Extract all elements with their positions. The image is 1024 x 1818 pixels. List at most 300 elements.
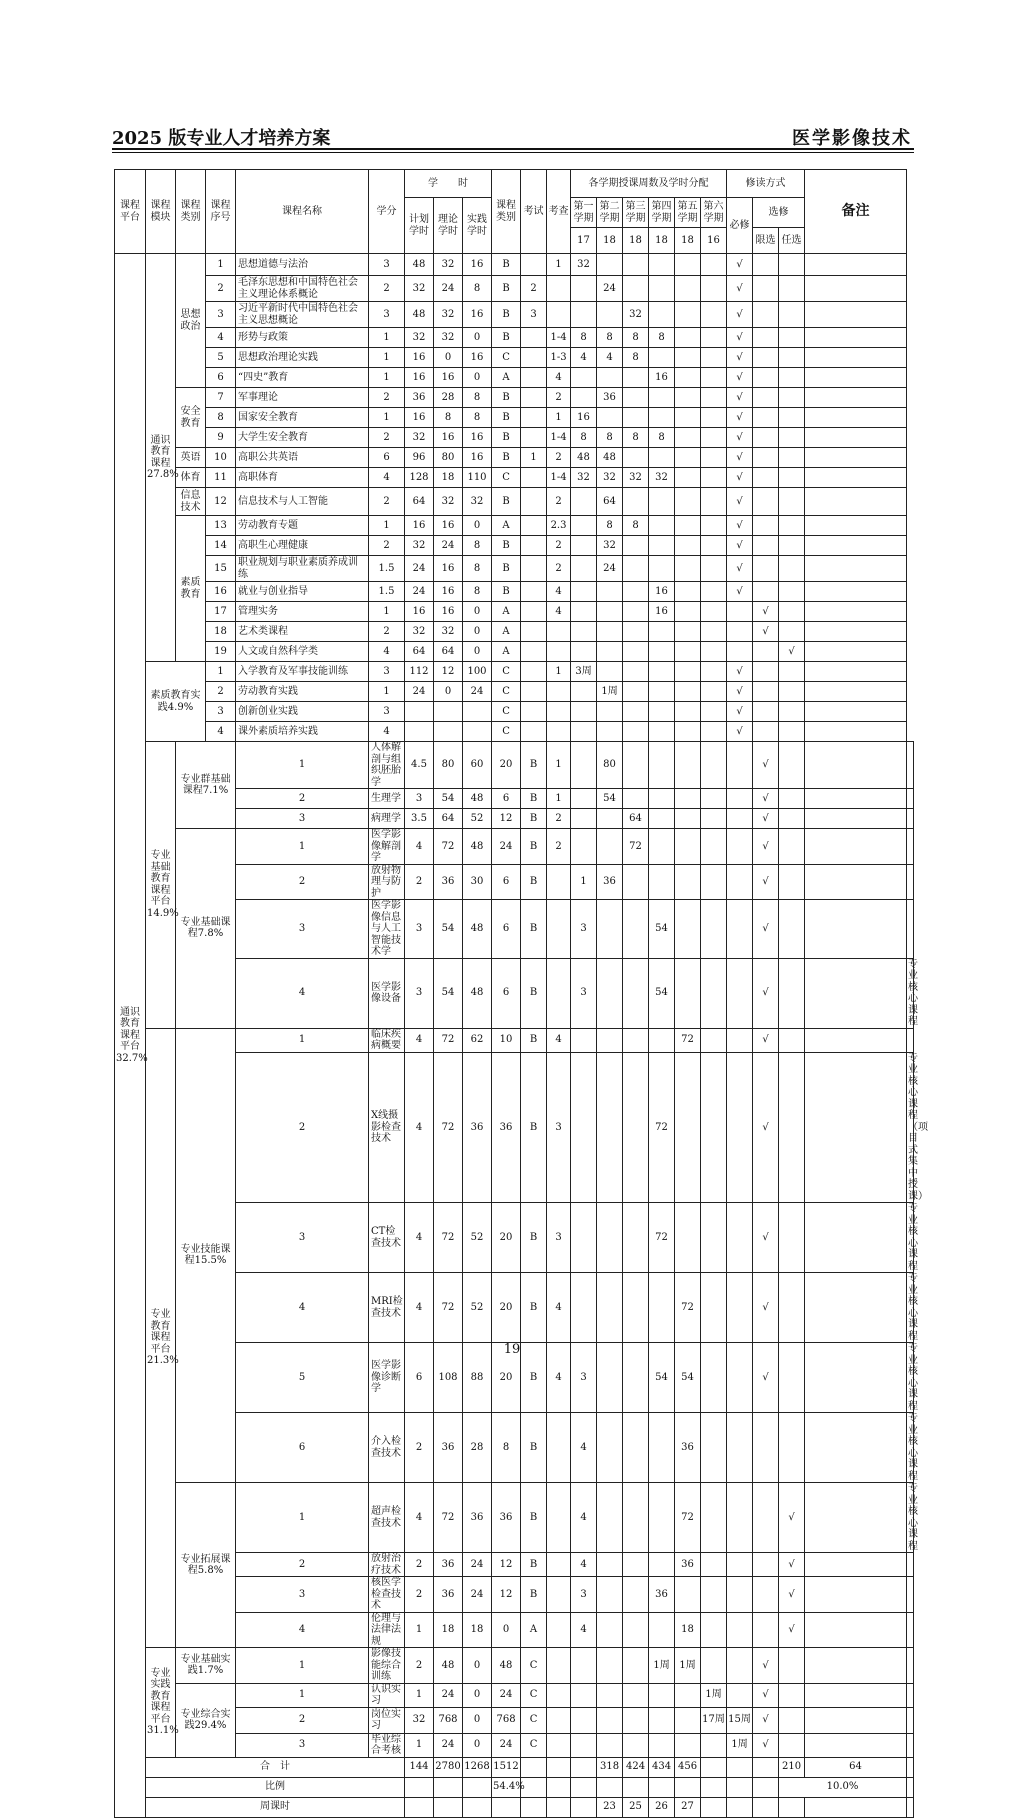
platform-cell: 专业基础教育课程平台14.9% bbox=[146, 742, 176, 1029]
cell-seq: 1 bbox=[236, 1028, 369, 1052]
cell-name: 就业与创业指导 bbox=[236, 582, 369, 602]
cell-s5 bbox=[675, 302, 701, 328]
cell-s1 bbox=[571, 702, 597, 722]
header-semester-3: 第三学期 bbox=[623, 198, 649, 228]
cell-exam: 1 bbox=[547, 789, 571, 809]
cell-name: 人体解剖与组织胚胎学 bbox=[369, 742, 405, 789]
cell-s5 bbox=[701, 1612, 727, 1648]
header-weeks-2: 18 bbox=[597, 228, 623, 254]
cell-s6 bbox=[701, 328, 727, 348]
cell-s5 bbox=[701, 1028, 727, 1052]
cell-s6 bbox=[701, 682, 727, 702]
cell-s3: 72 bbox=[649, 1052, 675, 1203]
cell-free bbox=[805, 1553, 907, 1577]
cell-s3 bbox=[649, 864, 675, 900]
cell-free bbox=[779, 516, 805, 536]
header-plan-hours: 计划学时 bbox=[405, 198, 434, 254]
cell-s4 bbox=[675, 742, 701, 789]
cell-required: √ bbox=[727, 276, 753, 302]
cell-type: C bbox=[492, 682, 521, 702]
cell-theory: 0 bbox=[463, 1707, 492, 1733]
cell-plan: 48 bbox=[405, 302, 434, 328]
cell-free bbox=[805, 900, 907, 959]
cell-plan: 16 bbox=[405, 348, 434, 368]
cell-practice: 24 bbox=[492, 1733, 521, 1757]
cell-s2 bbox=[623, 1273, 649, 1343]
cell-type: C bbox=[521, 1707, 547, 1733]
cell-type: B bbox=[492, 488, 521, 516]
cell-required: √ bbox=[727, 408, 753, 428]
header-platform: 课程平台 bbox=[115, 170, 146, 254]
header-weeks-5: 18 bbox=[675, 228, 701, 254]
cell-credit: 2 bbox=[405, 1648, 434, 1684]
header-module: 课程模块 bbox=[146, 170, 176, 254]
cell-free bbox=[805, 1707, 907, 1733]
cell-seq: 4 bbox=[236, 1273, 369, 1343]
totals-row-remark bbox=[907, 1757, 914, 1777]
cell-s6 bbox=[727, 1052, 753, 1203]
cell-s5 bbox=[675, 556, 701, 582]
category-cell: 体育 bbox=[176, 468, 206, 488]
cell-s1: 3周 bbox=[571, 662, 597, 682]
cell-plan: 24 bbox=[434, 1683, 463, 1707]
cell-seq: 2 bbox=[206, 276, 236, 302]
cell-s6 bbox=[727, 829, 753, 865]
table-row bbox=[115, 556, 914, 582]
cell-s2: 64 bbox=[597, 488, 623, 516]
cell-check: 1 bbox=[547, 662, 571, 682]
cell-required bbox=[727, 602, 753, 622]
page-number: 19 bbox=[503, 1342, 521, 1357]
cell-s6 bbox=[701, 516, 727, 536]
cell-theory: 16 bbox=[434, 368, 463, 388]
cell-check bbox=[571, 829, 597, 865]
cell-practice: 100 bbox=[463, 662, 492, 682]
cell-s6 bbox=[701, 488, 727, 516]
cell-s5 bbox=[675, 488, 701, 516]
totals-row-theory: 1268 bbox=[463, 1757, 492, 1777]
table-row bbox=[115, 722, 914, 742]
cell-required: √ bbox=[727, 488, 753, 516]
totals-row-credit: 144 bbox=[405, 1757, 434, 1777]
table-row bbox=[115, 448, 914, 468]
cell-plan: 48 bbox=[405, 254, 434, 276]
cell-practice: 0 bbox=[463, 368, 492, 388]
cell-seq: 16 bbox=[206, 582, 236, 602]
cell-practice: 110 bbox=[463, 468, 492, 488]
cell-theory: 28 bbox=[463, 1413, 492, 1483]
cell-plan: 72 bbox=[434, 1483, 463, 1553]
cell-practice: 6 bbox=[492, 864, 521, 900]
cell-plan: 16 bbox=[405, 516, 434, 536]
cell-s3 bbox=[649, 1733, 675, 1757]
cell-s6 bbox=[727, 1553, 753, 1577]
cell-s1: 32 bbox=[571, 468, 597, 488]
cell-s3 bbox=[649, 1707, 675, 1733]
weekly-row-s3: 26 bbox=[649, 1797, 675, 1817]
cell-check: 2 bbox=[547, 488, 571, 516]
cell-check: 4 bbox=[571, 1612, 597, 1648]
cell-free bbox=[805, 1683, 907, 1707]
cell-exam: 4 bbox=[547, 1343, 571, 1413]
weekly-row bbox=[115, 1797, 914, 1817]
cell-credit: 3 bbox=[405, 789, 434, 809]
cell-theory: 0 bbox=[463, 1648, 492, 1684]
cell-s4 bbox=[649, 536, 675, 556]
cell-free bbox=[779, 368, 805, 388]
cell-type: B bbox=[492, 302, 521, 328]
cell-name: 医学影像解剖学 bbox=[369, 829, 405, 865]
cell-theory: 16 bbox=[434, 516, 463, 536]
cell-exam: 4 bbox=[547, 1273, 571, 1343]
cell-plan: 72 bbox=[434, 1028, 463, 1052]
cell-free bbox=[779, 408, 805, 428]
cell-limited bbox=[753, 448, 779, 468]
header-exam: 考试 bbox=[521, 170, 547, 254]
cell-remark bbox=[805, 368, 907, 388]
header-weeks-6: 16 bbox=[701, 228, 727, 254]
cell-plan: 768 bbox=[434, 1707, 463, 1733]
curriculum-table bbox=[114, 169, 929, 1818]
cell-name: 形势与政策 bbox=[236, 328, 369, 348]
cell-limited bbox=[779, 1683, 805, 1707]
cell-type: B bbox=[521, 1273, 547, 1343]
cell-required: √ bbox=[727, 582, 753, 602]
cell-limited bbox=[779, 1413, 805, 1483]
cell-s2 bbox=[623, 1577, 649, 1613]
cell-s4 bbox=[675, 900, 701, 959]
cell-s1 bbox=[571, 556, 597, 582]
cell-free bbox=[779, 622, 805, 642]
cell-s4: 72 bbox=[675, 1028, 701, 1052]
cell-plan: 112 bbox=[405, 662, 434, 682]
cell-practice: 36 bbox=[492, 1052, 521, 1203]
cell-s6 bbox=[701, 602, 727, 622]
cell-s4 bbox=[675, 829, 701, 865]
cell-s4 bbox=[675, 958, 701, 1028]
cell-s6 bbox=[701, 468, 727, 488]
cell-check: 2 bbox=[547, 448, 571, 468]
cell-limited bbox=[779, 829, 805, 865]
cell-check bbox=[547, 702, 571, 722]
cell-s6 bbox=[727, 789, 753, 809]
cell-exam bbox=[547, 1648, 571, 1684]
cell-theory: 64 bbox=[434, 642, 463, 662]
cell-type: B bbox=[492, 448, 521, 468]
cell-free bbox=[779, 602, 805, 622]
cell-theory: 62 bbox=[463, 1028, 492, 1052]
cell-limited bbox=[779, 742, 805, 789]
cell-s3: 8 bbox=[623, 348, 649, 368]
cell-credit: 32 bbox=[405, 1707, 434, 1733]
cell-check: 4 bbox=[547, 368, 571, 388]
cell-s5 bbox=[701, 1483, 727, 1553]
cell-seq: 1 bbox=[236, 1648, 369, 1684]
cell-plan bbox=[405, 722, 434, 742]
cell-type: B bbox=[492, 276, 521, 302]
cell-s1 bbox=[597, 1612, 623, 1648]
cell-s5 bbox=[675, 602, 701, 622]
cell-type: B bbox=[492, 408, 521, 428]
cell-s3 bbox=[623, 254, 649, 276]
cell-type: B bbox=[521, 829, 547, 865]
cell-remark bbox=[805, 388, 907, 408]
cell-s5 bbox=[701, 1733, 727, 1757]
cell-limited bbox=[753, 428, 779, 448]
cell-type: C bbox=[492, 722, 521, 742]
cell-name: 毕业综合考核 bbox=[369, 1733, 405, 1757]
cell-s4: 16 bbox=[649, 602, 675, 622]
module-cell: 素质教育实践4.9% bbox=[146, 662, 206, 742]
ratio-row-s5 bbox=[701, 1777, 727, 1797]
cell-plan: 32 bbox=[405, 328, 434, 348]
cell-remark bbox=[805, 428, 907, 448]
cell-practice: 16 bbox=[463, 348, 492, 368]
cell-practice: 0 bbox=[463, 622, 492, 642]
cell-check: 4 bbox=[571, 1553, 597, 1577]
cell-practice: 24 bbox=[463, 682, 492, 702]
cell-required: √ bbox=[727, 328, 753, 348]
header-semester-2: 第二学期 bbox=[597, 198, 623, 228]
cell-s5 bbox=[675, 368, 701, 388]
cell-theory: 32 bbox=[434, 302, 463, 328]
cell-remark bbox=[907, 1648, 914, 1684]
cell-check bbox=[547, 276, 571, 302]
cell-exam: 4 bbox=[547, 1028, 571, 1052]
ratio-row-plan bbox=[434, 1777, 463, 1797]
header-required: 必修 bbox=[727, 198, 753, 254]
cell-s5 bbox=[675, 328, 701, 348]
cell-check: 1-4 bbox=[547, 328, 571, 348]
cell-seq: 6 bbox=[206, 368, 236, 388]
cell-s1: 80 bbox=[597, 742, 623, 789]
cell-seq: 3 bbox=[206, 702, 236, 722]
cell-s1 bbox=[597, 958, 623, 1028]
cell-plan: 32 bbox=[405, 622, 434, 642]
cell-type: B bbox=[521, 1553, 547, 1577]
cell-practice: 8 bbox=[463, 276, 492, 302]
cell-limited bbox=[753, 254, 779, 276]
cell-check: 4 bbox=[571, 1413, 597, 1483]
header-semester-1: 第一学期 bbox=[571, 198, 597, 228]
weekly-row-remark bbox=[907, 1797, 914, 1817]
cell-s5 bbox=[675, 622, 701, 642]
cell-credit: 2 bbox=[405, 1413, 434, 1483]
cell-seq: 5 bbox=[206, 348, 236, 368]
category-cell: 思想政治 bbox=[176, 254, 206, 388]
cell-s2: 8 bbox=[597, 516, 623, 536]
cell-check: 2 bbox=[547, 536, 571, 556]
cell-practice: 20 bbox=[492, 1273, 521, 1343]
cell-credit: 3 bbox=[369, 662, 405, 682]
cell-name: 介入检查技术 bbox=[369, 1413, 405, 1483]
cell-theory: 32 bbox=[434, 254, 463, 276]
cell-required: √ bbox=[753, 789, 779, 809]
cell-s3 bbox=[649, 809, 675, 829]
cell-theory: 18 bbox=[463, 1612, 492, 1648]
cell-name: 医学影像信息与人工智能技术学 bbox=[369, 900, 405, 959]
document-header-title: 2025 版专业人才培养方案 bbox=[112, 128, 331, 149]
cell-exam bbox=[521, 536, 547, 556]
cell-s4 bbox=[649, 388, 675, 408]
cell-remark bbox=[907, 1577, 914, 1613]
table-row bbox=[115, 536, 914, 556]
cell-s1: 16 bbox=[571, 408, 597, 428]
cell-plan: 54 bbox=[434, 789, 463, 809]
cell-plan: 80 bbox=[434, 742, 463, 789]
cell-s6 bbox=[701, 556, 727, 582]
cell-theory bbox=[434, 722, 463, 742]
cell-s1 bbox=[597, 1648, 623, 1684]
cell-s4: 72 bbox=[675, 1273, 701, 1343]
cell-limited bbox=[753, 702, 779, 722]
cell-s4: 18 bbox=[675, 1612, 701, 1648]
cell-s5 bbox=[701, 1273, 727, 1343]
cell-name: 职业规划与职业素质养成训练 bbox=[236, 556, 369, 582]
cell-exam bbox=[547, 1577, 571, 1613]
cell-remark bbox=[805, 556, 907, 582]
cell-limited bbox=[753, 328, 779, 348]
table-row bbox=[115, 829, 914, 865]
cell-limited bbox=[753, 682, 779, 702]
cell-seq: 15 bbox=[206, 556, 236, 582]
cell-remark bbox=[805, 536, 907, 556]
cell-s6 bbox=[701, 276, 727, 302]
cell-s5 bbox=[675, 428, 701, 448]
cell-s2 bbox=[623, 789, 649, 809]
ratio-row-required bbox=[753, 1777, 779, 1797]
cell-s4 bbox=[675, 1203, 701, 1273]
weekly-row-s2: 25 bbox=[623, 1797, 649, 1817]
cell-s2 bbox=[597, 642, 623, 662]
cell-s3 bbox=[623, 622, 649, 642]
cell-s3 bbox=[623, 602, 649, 622]
totals-row-practice: 1512 bbox=[492, 1757, 521, 1777]
cell-required: √ bbox=[753, 1343, 779, 1413]
category-cell: 安全教育 bbox=[176, 388, 206, 448]
cell-s6 bbox=[701, 536, 727, 556]
cell-exam bbox=[547, 1683, 571, 1707]
cell-limited bbox=[779, 900, 805, 959]
table-row bbox=[115, 488, 914, 516]
cell-remark bbox=[805, 722, 907, 742]
cell-practice: 20 bbox=[492, 1343, 521, 1413]
weekly-row-theory bbox=[463, 1797, 492, 1817]
cell-s6 bbox=[701, 388, 727, 408]
cell-practice: 0 bbox=[463, 328, 492, 348]
cell-name: 劳动教育实践 bbox=[236, 682, 369, 702]
cell-s5 bbox=[675, 408, 701, 428]
cell-exam bbox=[521, 682, 547, 702]
cell-theory: 36 bbox=[463, 1052, 492, 1203]
cell-limited bbox=[779, 1648, 805, 1684]
cell-credit: 3 bbox=[369, 254, 405, 276]
cell-name: 思想政治理论实践 bbox=[236, 348, 369, 368]
cell-remark: 专业核心课程（项目式集中授课） bbox=[908, 1052, 929, 1202]
cell-credit: 3 bbox=[405, 900, 434, 959]
cell-limited bbox=[779, 1707, 805, 1733]
cell-credit: 2 bbox=[369, 388, 405, 408]
cell-limited: √ bbox=[753, 602, 779, 622]
cell-s3: 8 bbox=[623, 428, 649, 448]
table-row bbox=[115, 254, 914, 276]
cell-seq: 9 bbox=[206, 428, 236, 448]
cell-name: 思想道德与法治 bbox=[236, 254, 369, 276]
cell-s6 bbox=[727, 1483, 753, 1553]
cell-s1 bbox=[597, 829, 623, 865]
cell-seq: 8 bbox=[206, 408, 236, 428]
cell-theory: 60 bbox=[463, 742, 492, 789]
cell-s1 bbox=[571, 276, 597, 302]
cell-s4 bbox=[675, 1707, 701, 1733]
cell-s3 bbox=[623, 556, 649, 582]
totals-row-check bbox=[571, 1757, 597, 1777]
cell-s4 bbox=[649, 348, 675, 368]
cell-check: 3 bbox=[571, 1343, 597, 1413]
cell-s5 bbox=[701, 829, 727, 865]
cell-remark bbox=[805, 488, 907, 516]
cell-s1: 8 bbox=[571, 328, 597, 348]
totals-row-s3: 434 bbox=[649, 1757, 675, 1777]
cell-required bbox=[753, 1612, 779, 1648]
cell-s1 bbox=[597, 1028, 623, 1052]
cell-s6 bbox=[701, 582, 727, 602]
cell-check bbox=[571, 809, 597, 829]
table-row bbox=[115, 468, 914, 488]
totals-row-s4: 456 bbox=[675, 1757, 701, 1777]
cell-required: √ bbox=[727, 302, 753, 328]
cell-seq: 5 bbox=[236, 1343, 369, 1413]
cell-practice: 12 bbox=[492, 809, 521, 829]
cell-s4 bbox=[675, 809, 701, 829]
cell-s5 bbox=[701, 742, 727, 789]
cell-plan: 96 bbox=[405, 448, 434, 468]
cell-credit: 1 bbox=[369, 408, 405, 428]
cell-s5 bbox=[701, 1577, 727, 1613]
cell-s2: 8 bbox=[597, 328, 623, 348]
cell-free bbox=[805, 1648, 907, 1684]
cell-type: A bbox=[492, 642, 521, 662]
cell-required bbox=[753, 1553, 779, 1577]
cell-s4: 72 bbox=[675, 1483, 701, 1553]
cell-s4 bbox=[675, 1683, 701, 1707]
cell-credit: 2 bbox=[369, 536, 405, 556]
cell-exam bbox=[547, 1483, 571, 1553]
cell-check: 3 bbox=[571, 1577, 597, 1613]
weekly-row-plan bbox=[434, 1797, 463, 1817]
cell-practice: 24 bbox=[492, 829, 521, 865]
cell-free bbox=[779, 254, 805, 276]
table-row bbox=[115, 1483, 914, 1553]
cell-plan: 128 bbox=[405, 468, 434, 488]
cell-remark: 专业核心课程 bbox=[908, 1273, 919, 1342]
cell-s4 bbox=[649, 408, 675, 428]
cell-plan: 32 bbox=[405, 428, 434, 448]
cell-s6 bbox=[727, 1683, 753, 1707]
weekly-row-check bbox=[571, 1797, 597, 1817]
cell-exam bbox=[521, 582, 547, 602]
cell-s1 bbox=[597, 1683, 623, 1707]
cell-remark: 专业核心课程 bbox=[908, 1343, 919, 1412]
cell-type: B bbox=[521, 1577, 547, 1613]
cell-theory: 32 bbox=[434, 488, 463, 516]
cell-credit: 1 bbox=[405, 1733, 434, 1757]
cell-type: C bbox=[492, 702, 521, 722]
cell-plan: 48 bbox=[434, 1648, 463, 1684]
cell-type: B bbox=[521, 900, 547, 959]
cell-s3: 8 bbox=[623, 328, 649, 348]
cell-s3: 54 bbox=[649, 958, 675, 1028]
